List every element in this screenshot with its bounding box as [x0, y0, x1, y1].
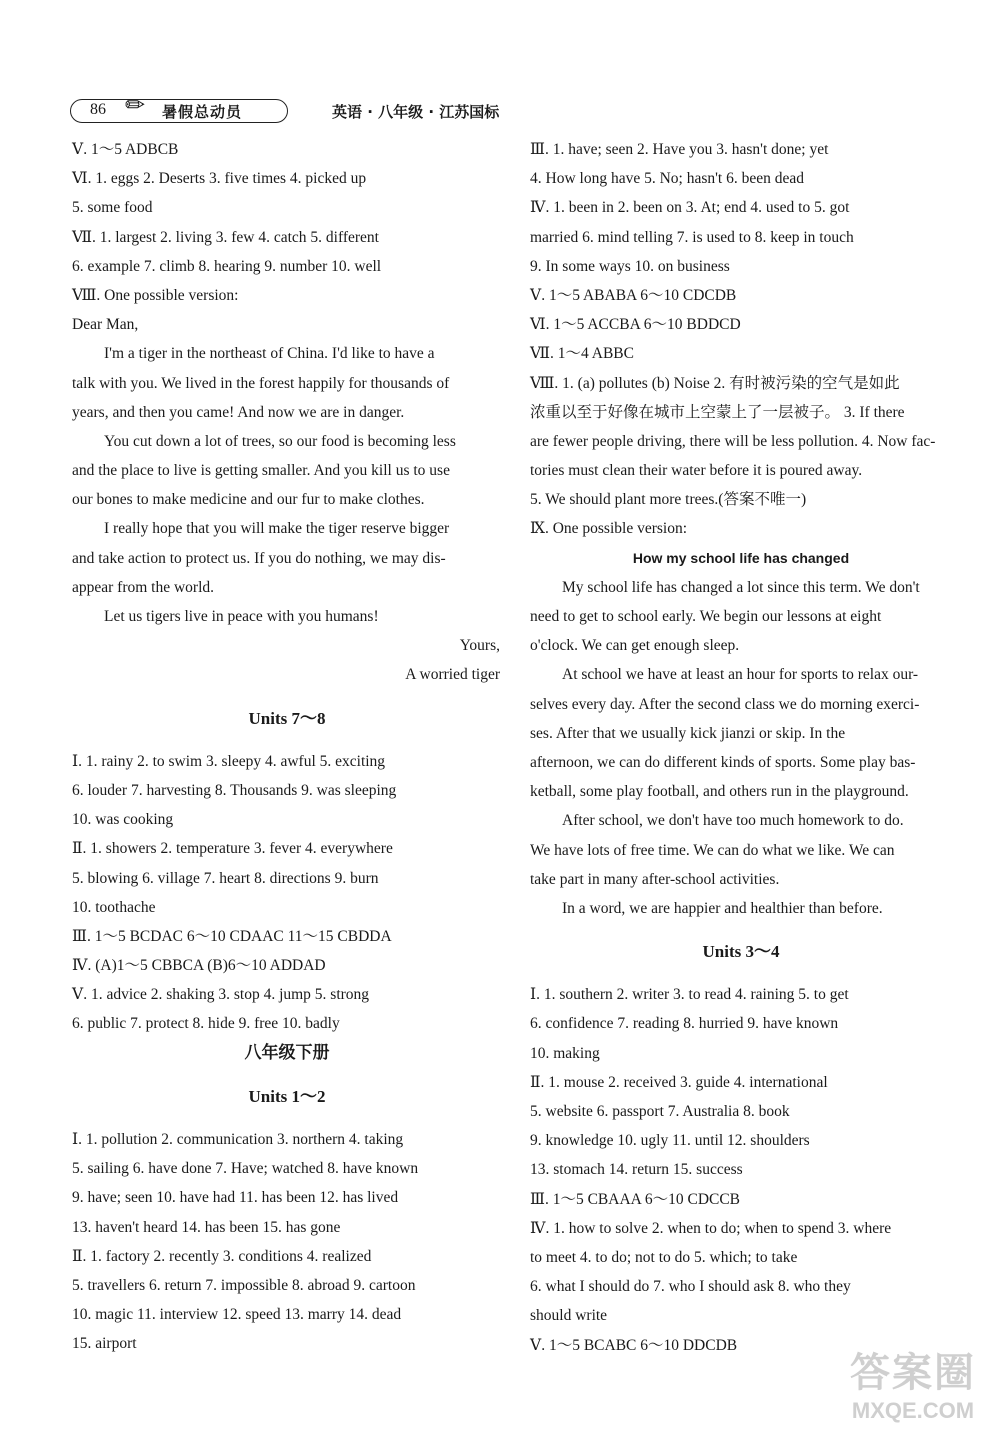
- answer-line: In a word, we are happier and healthier than before.: [562, 899, 883, 917]
- watermark: [850, 1341, 976, 1424]
- answer-line: 13. haven't heard 14. has been 15. has gone: [72, 1218, 341, 1236]
- answer-line: 10. was cooking: [72, 811, 174, 829]
- answer-line: 5. sailing 6. have done 7. Have; watched 8. have known: [72, 1160, 419, 1178]
- answer-line: I'm a tiger in the northeast of China. I'd like to have a: [104, 345, 435, 363]
- answer-line: We have lots of free time. We can do what we like. We can: [530, 841, 895, 859]
- answer-line: Ⅶ. 1. largest 2. living 3. few 4. catch 5. different: [72, 228, 379, 246]
- answer-line: 5. website 6. passport 7. Australia 8. book: [530, 1103, 790, 1120]
- answer-line: Ⅷ. 1. (a) pollutes (b) Noise 2. 有时被污染的空气是如此: [530, 374, 900, 392]
- answer-line: 9. In some ways 10. on business: [530, 257, 730, 275]
- subject-label: 英语 · 八年级 · 江苏国标: [332, 103, 500, 121]
- answer-line: take part in many after-school activities.: [530, 870, 780, 888]
- answer-line: Yours,: [459, 637, 500, 655]
- answer-line: tories must clean their water before it is poured away.: [530, 462, 863, 480]
- answer-line: our bones to make medicine and our fur to make clothes.: [72, 491, 425, 509]
- answer-line: My school life has changed a lot since this term. We don't: [562, 578, 920, 596]
- answer-line: to meet 4. to do; not to do 5. which; to take: [530, 1248, 798, 1266]
- answer-line: Ⅴ. 1. advice 2. shaking 3. stop 4. jump 5. strong: [72, 986, 370, 1004]
- answer-line: After school, we don't have too much homework to do.: [562, 812, 904, 830]
- answer-line: You cut down a lot of trees, so our food is becoming less: [104, 432, 456, 450]
- answer-line: ketball, some play football, and others run in the playground.: [530, 783, 909, 801]
- answer-line: 5. We should plant more trees.(答案不唯一): [530, 491, 807, 509]
- answer-line: Ⅴ. 1～5 ABABA 6～10 CDCDB: [530, 286, 737, 304]
- answer-line: 5. travellers 6. return 7. impossible 8. abroad 9. cartoon: [72, 1276, 416, 1294]
- answer-line: A worried tiger: [405, 666, 500, 684]
- answer-line: Ⅳ. (A)1～5 CBBCA (B)6～10 ADDAD: [72, 957, 326, 975]
- spacer: [530, 923, 952, 937]
- left-answer-column: [72, 135, 502, 1359]
- answer-line: 9. knowledge 10. ugly 11. until 12. shoulders: [530, 1132, 810, 1150]
- answer-line: Ⅶ. 1～4 ABBC: [530, 345, 634, 363]
- answer-line: At school we have at least an hour for sports to relax our-: [562, 666, 919, 684]
- answer-line: 浓重以至于好像在城市上空蒙上了一层被子。 3. If there: [530, 403, 905, 421]
- answer-line: 5. blowing 6. village 7. heart 8. directions 9. burn: [72, 869, 379, 887]
- answer-line: 4. How long have 5. No; hasn't 6. been dead: [530, 170, 804, 188]
- answer-line: are fewer people driving, there will be less pollution. 4. Now fac-: [530, 432, 936, 450]
- answer-line: afternoon, we can do different kinds of sports. Some play bas-: [530, 753, 916, 771]
- spacer: [72, 1068, 502, 1082]
- answer-line: Ⅴ. 1～5 ADBCB: [72, 141, 179, 158]
- essay-title: How my school life has changed: [632, 549, 850, 566]
- spacer: [72, 733, 502, 747]
- spacer: [530, 966, 952, 980]
- answer-line: Let us tigers live in peace with you humans!: [104, 608, 379, 625]
- answer-line: appear from the world.: [72, 578, 215, 596]
- answer-line: 6. confidence 7. reading 8. hurried 9. have known: [530, 1015, 839, 1033]
- answer-line: 6. example 7. climb 8. hearing 9. number 10. well: [72, 257, 382, 275]
- book-title: 暑假总动员: [162, 103, 243, 121]
- section-title: Units 1～2: [248, 1086, 326, 1106]
- answer-line: 6. public 7. protect 8. hide 9. free 10. badly: [72, 1015, 340, 1033]
- answer-line: and the place to live is getting smaller. And you kill us to use: [72, 462, 450, 480]
- right-answer-column: [530, 135, 952, 1360]
- answer-line: I really hope that you will make the tiger reserve bigger: [104, 520, 450, 538]
- answer-line: selves every day. After the second class we do morning exerci-: [530, 695, 920, 713]
- answer-line: o'clock. We can get enough sleep.: [530, 637, 740, 655]
- answer-line: Ⅱ. 1. mouse 2. received 3. guide 4. international: [530, 1073, 828, 1091]
- answer-line: 6. what I should do 7. who I should ask 8. who they: [530, 1278, 851, 1296]
- spacer: [72, 690, 502, 704]
- answer-line: 9. have; seen 10. have had 11. has been 12. has lived: [72, 1189, 399, 1207]
- section-title: 八年级下册: [244, 1042, 330, 1063]
- cartoon-mascot-icon: ✏: [125, 93, 146, 119]
- page-number: 86: [90, 101, 106, 118]
- section-title: Units 3～4: [702, 942, 780, 962]
- watermark-url: MXQE.COM: [851, 1398, 975, 1423]
- answer-line: and take action to protect us. If you do nothing, we may dis-: [72, 549, 446, 567]
- answer-line: 10. magic 11. interview 12. speed 13. marry 14. dead: [72, 1306, 402, 1324]
- answer-line: 15. airport: [72, 1335, 137, 1353]
- answer-line: Dear Man,: [72, 316, 139, 334]
- answer-line: ses. After that we usually kick jianzi or skip. In the: [530, 724, 846, 742]
- answer-line: Ⅸ. One possible version:: [530, 520, 688, 538]
- answer-line: Ⅳ. 1. been in 2. been on 3. At; end 4. used to 5. got: [530, 199, 850, 217]
- answer-line: Ⅴ. 1～5 BCABC 6～10 DDCDB: [530, 1336, 738, 1354]
- spacer: [72, 1111, 502, 1125]
- answer-line: Ⅱ. 1. factory 2. recently 3. conditions 4. realized: [72, 1247, 372, 1265]
- answer-line: Ⅵ. 1～5 ACCBA 6～10 BDDCD: [530, 316, 741, 334]
- watermark-logo: 答案圈: [850, 1350, 976, 1396]
- answer-line: Ⅵ. 1. eggs 2. Deserts 3. five times 4. picked up: [72, 170, 367, 188]
- answer-line: 10. toothache: [72, 898, 156, 916]
- answer-line: Ⅲ. 1～5 CBAAA 6～10 CDCCB: [530, 1190, 741, 1208]
- answer-line: talk with you. We lived in the forest happily for thousands of: [72, 374, 450, 392]
- answer-line: Ⅰ. 1. pollution 2. communication 3. northern 4. taking: [72, 1131, 404, 1148]
- answer-line: 5. some food: [72, 199, 153, 217]
- answer-line: married 6. mind telling 7. is used to 8. keep in touch: [530, 228, 854, 246]
- answer-line: should write: [530, 1307, 608, 1325]
- answer-line: Ⅲ. 1. have; seen 2. Have you 3. hasn't done; yet: [530, 141, 829, 158]
- page-header: [70, 93, 530, 125]
- answer-line: Ⅰ. 1. rainy 2. to swim 3. sleepy 4. awful 5. exciting: [72, 752, 386, 770]
- answer-line: 6. louder 7. harvesting 8. Thousands 9. was sleeping: [72, 781, 397, 799]
- section-title: Units 7～8: [248, 708, 326, 728]
- answer-line: Ⅲ. 1～5 BCDAC 6～10 CDAAC 11～15 CBDDA: [72, 927, 392, 945]
- answer-line: Ⅱ. 1. showers 2. temperature 3. fever 4. everywhere: [72, 840, 393, 858]
- answer-line: years, and then you came! And now we are in danger.: [72, 403, 405, 421]
- answer-line: Ⅰ. 1. southern 2. writer 3. to read 4. raining 5. to get: [530, 986, 849, 1004]
- answer-line: Ⅳ. 1. how to solve 2. when to do; when to spend 3. where: [530, 1219, 892, 1237]
- answer-line: Ⅷ. One possible version:: [72, 286, 239, 304]
- answer-line: 13. stomach 14. return 15. success: [530, 1161, 743, 1179]
- answer-line: need to get to school early. We begin our lessons at eight: [530, 608, 882, 625]
- answer-line: 10. making: [530, 1044, 600, 1062]
